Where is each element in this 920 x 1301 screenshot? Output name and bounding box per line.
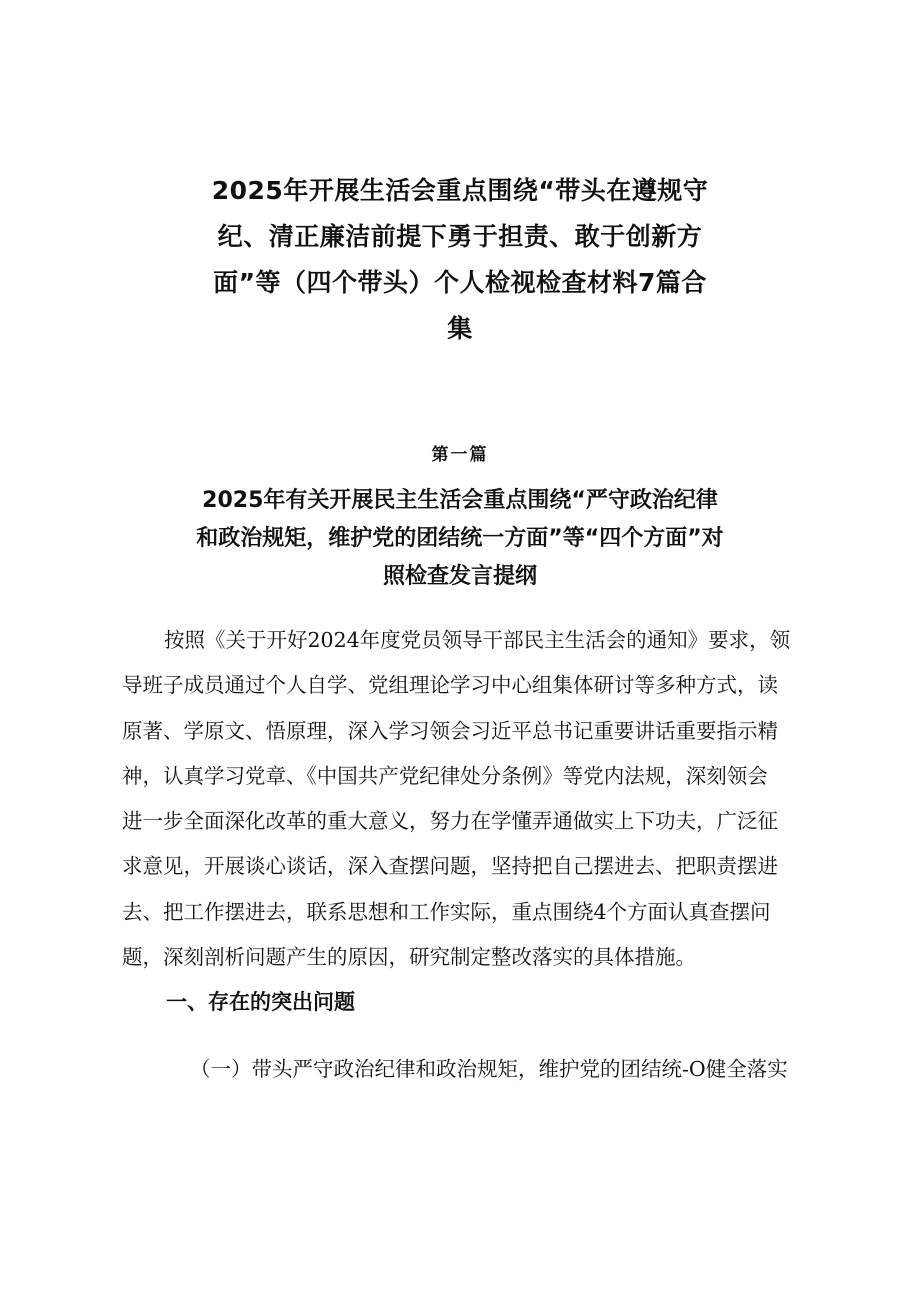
- main-title-line: 2025年开展生活会重点围绕“带头在遵规守: [211, 176, 709, 205]
- section-heading: 一、存在的突出问题: [166, 990, 355, 1014]
- paragraph-line: 题，深刻剖析问题产生的原因，研究制定整改落实的具体措施。: [122, 945, 696, 970]
- paragraph-line: 求意见，开展谈心谈话，深入查摆问题，坚持把自己摆进去、把职责摆进: [122, 854, 778, 879]
- paragraph-line: 神，认真学习党章、《中国共产党纪律处分条例》等党内法规，深刻领会: [122, 763, 768, 788]
- paragraph-line: 进一步全面深化改革的重大意义，努力在学懂弄通做实上下功夫，广泛征: [122, 809, 778, 834]
- document-main-title: [200, 168, 720, 352]
- paragraph-line: 去、把工作摆进去，联系思想和工作实际，重点围绕4个方面认真查摆问: [122, 899, 771, 924]
- paragraph-line: 按照《关于开好2024年度党员领导干部民主生活会的通知》要求，领: [164, 628, 791, 652]
- subsection-heading: （一）带头严守政治纪律和政治规矩，维护党的团结统-O健全落实: [190, 1057, 788, 1081]
- main-title-line: 面”等（四个带头）个人检视检查材料7篇合: [213, 268, 707, 297]
- main-title-line: 集: [447, 314, 473, 343]
- paragraph-line: 原著、学原文、悟原理，深入学习领会习近平总书记重要讲话重要指示精: [122, 718, 778, 743]
- section-title: [140, 482, 780, 596]
- section-title-line: 和政治规矩，维护党的团结统一方面”等“四个方面”对: [196, 526, 724, 551]
- section-title-line: 2025年有关开展民主生活会重点围绕“严守政治纪律: [202, 488, 718, 513]
- part-label: 第一篇: [431, 445, 489, 465]
- paragraph-line: 导班子成员通过个人自学、党组理论学习中心组集体研讨等多种方式，读: [122, 673, 778, 698]
- main-title-line: 纪、清正廉洁前提下勇于担责、敢于创新方: [217, 222, 703, 251]
- intro-paragraph: [122, 618, 812, 980]
- section-title-line: 照检查发言提纲: [382, 564, 537, 589]
